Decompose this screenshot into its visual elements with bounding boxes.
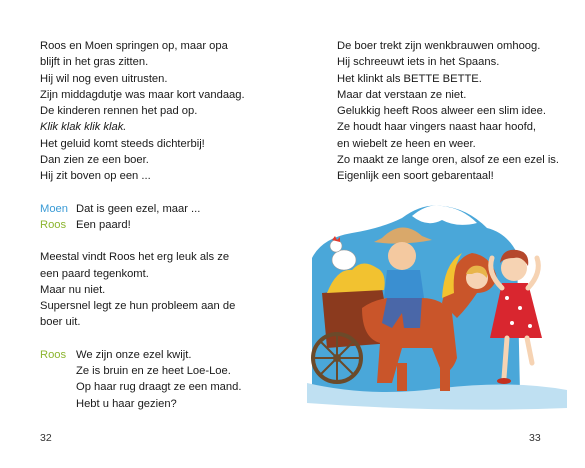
dialogue-line — [40, 217, 280, 233]
text-line: Meestal vindt Roos het erg leuk als ze — [40, 251, 230, 264]
farmer-horse-cart-illustration — [292, 198, 585, 418]
speaker-label: Roos — [40, 218, 67, 231]
horse-leg — [440, 363, 450, 391]
farmer-head — [388, 242, 416, 270]
text-line: Ze houdt haar vingers naast haar hoofd, — [337, 121, 537, 134]
chicken-body — [332, 250, 356, 270]
farmer-shirt — [384, 270, 424, 298]
horse-leg — [397, 363, 407, 391]
right-page-text — [337, 38, 577, 185]
text-line: Hij zit boven op een ... — [40, 170, 151, 183]
text-line: Het klinkt als BETTE BETTE. — [337, 72, 482, 85]
text-line: Hij wil nog even uitrusten. — [40, 72, 168, 85]
text-line: Maar dat verstaan ze niet. — [337, 88, 467, 101]
right-page — [292, 0, 585, 468]
girl-shoe — [497, 378, 511, 384]
text-line: Dan zien ze een boer. — [40, 154, 149, 167]
dialogue-continuation: Op haar rug draagt ze een mand. — [76, 381, 242, 394]
text-line: een paard tegenkomt. — [40, 267, 149, 280]
chicken-head — [330, 240, 342, 252]
paragraph-gap — [40, 331, 280, 347]
paragraph-gap — [40, 233, 280, 249]
paragraph-gap — [40, 185, 280, 201]
text-line: en wiebelt ze heen en weer. — [337, 137, 476, 150]
girl-leg — [527, 338, 532, 363]
text-line: boer uit. — [40, 316, 81, 329]
text-line: Zijn middagdutje was maar kort vandaag. — [40, 88, 245, 101]
speaker-label: Roos — [40, 348, 67, 361]
text-line: Roos en Moen springen op, maar opa — [40, 40, 228, 52]
text-line: Gelukkig heeft Roos alweer een slim idee. — [337, 105, 546, 118]
left-page — [0, 0, 292, 468]
text-line: De boer trekt zijn wenkbrauwen omhoog. — [337, 40, 541, 52]
text-line: Hij schreeuwt iets in het Spaans. — [337, 56, 500, 69]
text-line: blijft in het gras zitten. — [40, 56, 149, 69]
text-line: Supersnel legt ze hun probleem aan de — [40, 300, 236, 313]
girl-arm — [528, 258, 538, 288]
text-line: Het geluid komt steeds dichterbij! — [40, 137, 205, 150]
dialogue-continuation: Ze is bruin en ze heet Loe-Loe. — [76, 365, 231, 378]
dialogue-text: Dat is geen ezel, maar ... — [76, 202, 201, 215]
text-line: Maar nu niet. — [40, 283, 106, 296]
speaker-label: Moen — [40, 202, 68, 215]
dialogue-continuation: Hebt u haar gezien? — [76, 397, 177, 410]
dialogue-line — [40, 201, 280, 217]
page-number: 33 — [529, 432, 541, 444]
text-line: Eigenlijk een soort gebarentaal! — [337, 170, 494, 183]
left-page-text — [40, 38, 280, 412]
sound-effect-line: Klik klak klik klak. — [40, 121, 127, 134]
dialogue-line — [40, 347, 280, 363]
text-line: De kinderen rennen het pad op. — [40, 105, 198, 118]
page-number: 32 — [40, 432, 52, 444]
dialogue-text: We zijn onze ezel kwijt. — [76, 348, 192, 361]
text-line: Zo maakt ze lange oren, alsof ze een ezel is. — [337, 154, 560, 167]
girl-leg — [504, 338, 507, 378]
dialogue-text: Een paard! — [76, 218, 131, 231]
